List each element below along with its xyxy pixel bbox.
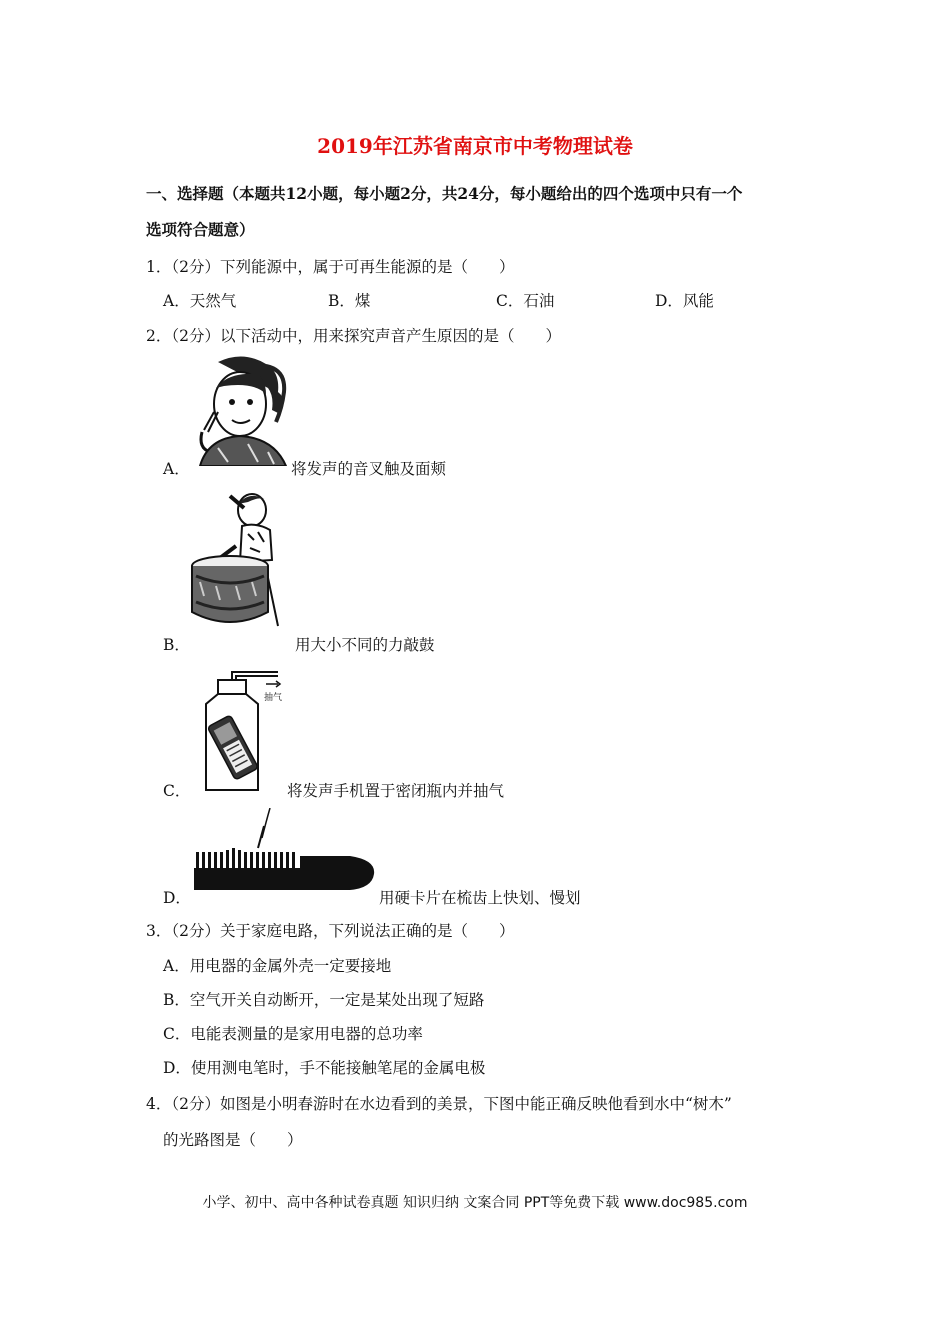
phone-in-bottle-figure <box>196 668 292 794</box>
question-2-option-a-letter: A． <box>163 460 190 478</box>
section-heading-line1: 一、选择题（本题共12小题，每小题2分，共24分，每小题给出的四个选项中只有一个 <box>146 184 743 203</box>
question-3-option-a: A．用电器的金属外壳一定要接地 <box>163 957 392 975</box>
question-2-stem: 2．（2分）以下活动中，用来探究声音产生原因的是（ ） <box>146 327 561 345</box>
question-1-option-d: D．风能 <box>655 292 714 310</box>
question-2-option-d-letter: D． <box>163 889 191 907</box>
question-3-option-d: D．使用测电笔时，手不能接触笔尾的金属电极 <box>163 1059 486 1077</box>
question-2-option-b-letter: B． <box>163 636 190 654</box>
comb-card-figure <box>190 808 380 894</box>
drum-player-figure <box>190 486 280 632</box>
question-1-option-c: C．石油 <box>496 292 555 310</box>
page-title: 2019年江苏省南京市中考物理试卷 <box>317 134 633 158</box>
question-2-option-a-text: 将发声的音叉触及面颊 <box>291 460 447 478</box>
tuning-fork-girl-figure <box>188 352 288 466</box>
question-3-option-b: B．空气开关自动断开，一定是某处出现了短路 <box>163 991 485 1009</box>
question-2-option-b-text: 用大小不同的力敲鼓 <box>295 636 435 654</box>
question-4-stem-line2: 的光路图是（ ） <box>163 1131 303 1149</box>
question-4-stem-line1: 4．（2分）如图是小明春游时在水边看到的美景，下图中能正确反映他看到水中“树木” <box>146 1095 732 1113</box>
question-1-option-b: B．煤 <box>328 292 371 310</box>
question-2-option-c-letter: C． <box>163 782 191 800</box>
page-footer: 小学、初中、高中各种试卷真题 知识归纳 文案合同 PPT等免费下载 www.doc985.com <box>202 1195 748 1211</box>
question-3-stem: 3．（2分）关于家庭电路，下列说法正确的是（ ） <box>146 922 515 940</box>
section-heading-line2: 选项符合题意） <box>146 220 255 239</box>
question-3-option-c: C．电能表测量的是家用电器的总功率 <box>163 1025 423 1043</box>
question-1-option-a: A．天然气 <box>163 292 237 310</box>
question-2-option-d-text: 用硬卡片在梳齿上快划、慢划 <box>379 889 581 907</box>
question-1-stem: 1．（2分）下列能源中，属于可再生能源的是（ ） <box>146 258 515 276</box>
question-2-option-c-text: 将发声手机置于密闭瓶内并抽气 <box>287 782 505 800</box>
pump-air-label: 抽气 <box>264 693 283 703</box>
